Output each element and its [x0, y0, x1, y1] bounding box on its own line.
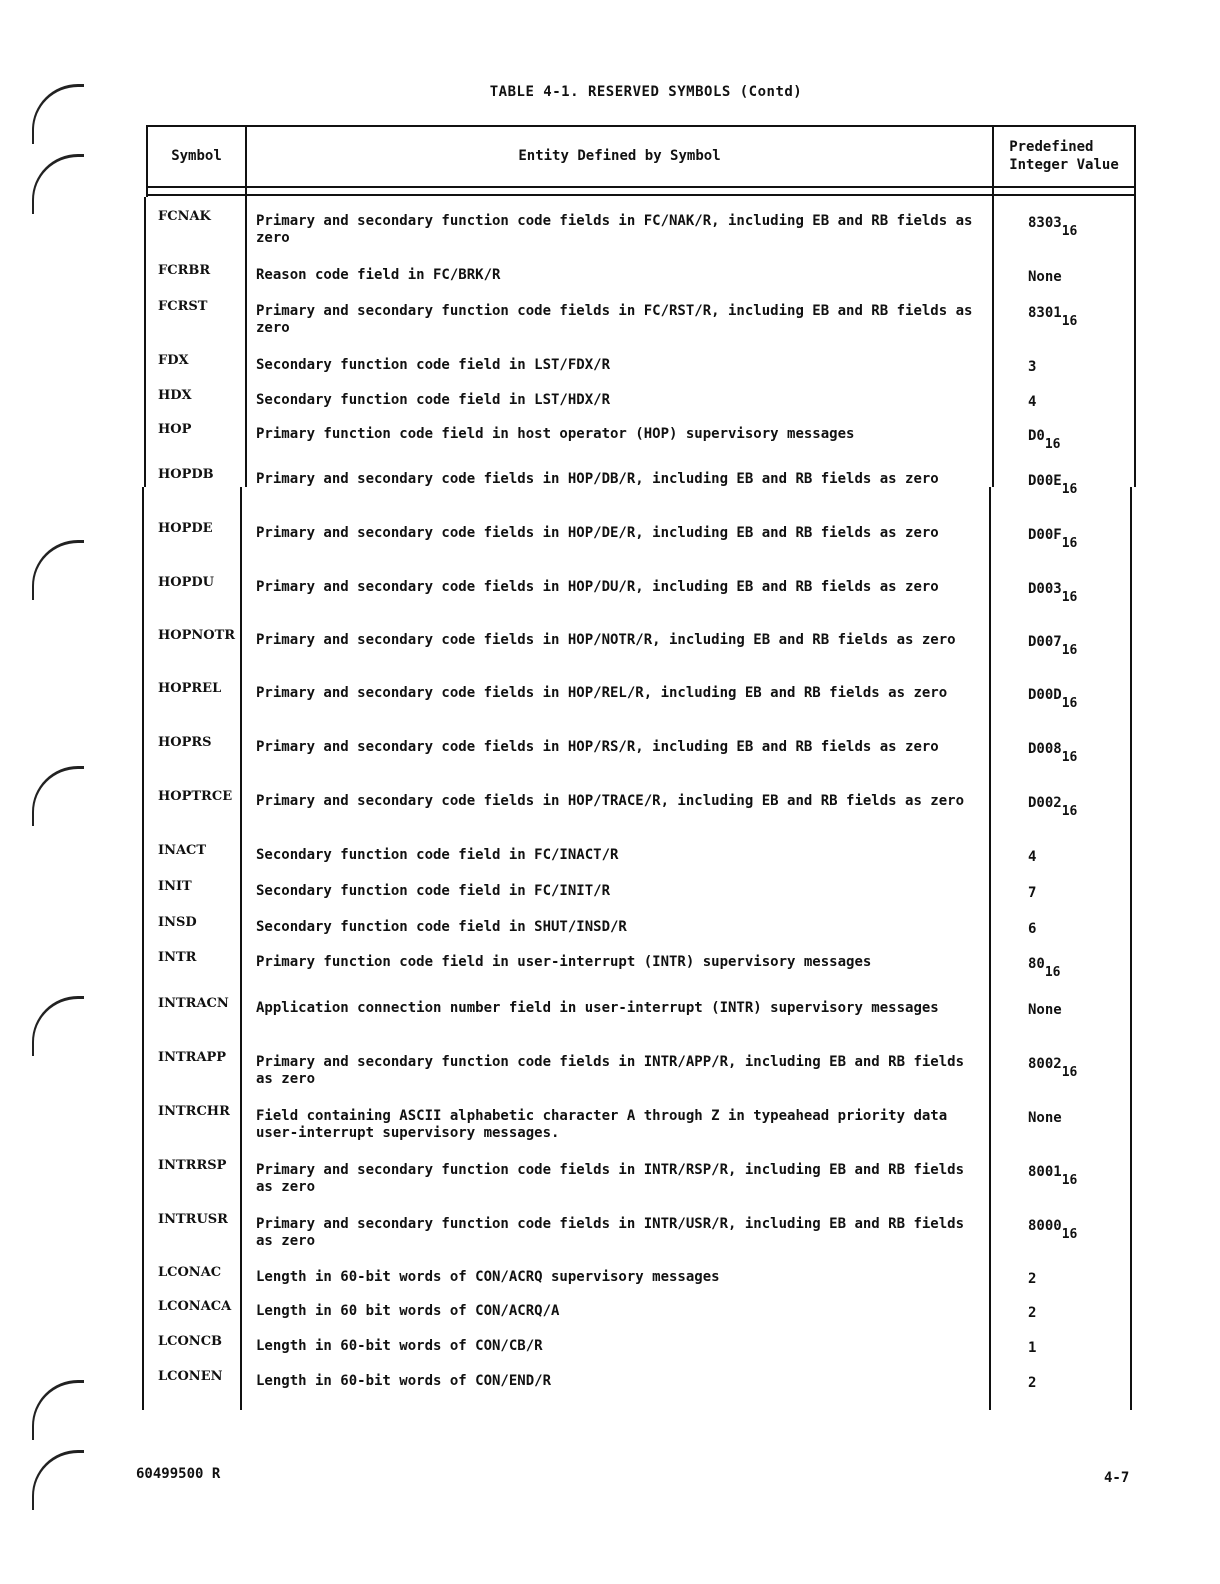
- row-symbol: LCONEN: [158, 1369, 223, 1384]
- row-symbol: INTRACN: [158, 996, 229, 1011]
- binder-hole-mark: [32, 540, 84, 600]
- row-description: Field containing ASCII alphabetic character A through Z in typeahead priority data user-interrupt supervisory messages.: [256, 1108, 948, 1141]
- document-number: 60499500 R: [136, 1466, 221, 1482]
- row-symbol: INTR: [158, 950, 197, 965]
- row-description: Secondary function code field in FC/INIT/R: [256, 883, 611, 899]
- header-predefined-value: Predefined Integer Value: [1009, 139, 1119, 173]
- row-symbol: FDX: [158, 353, 189, 368]
- row-description: Application connection number field in user-interrupt (INTR) supervisory messages: [256, 1000, 939, 1016]
- row-description: Length in 60-bit words of CON/ACRQ supervisory messages: [256, 1269, 720, 1285]
- row-symbol: INACT: [158, 843, 207, 858]
- header-symbol: Symbol: [171, 148, 222, 164]
- row-description: Primary and secondary code fields in HOP/TRACE/R, including EB and RB fields as zero: [256, 793, 965, 809]
- row-symbol: FCRBR: [158, 263, 211, 278]
- row-value: 2: [1028, 1375, 1037, 1391]
- row-description: Length in 60-bit words of CON/CB/R: [256, 1338, 543, 1354]
- row-symbol: HOPTRCE: [158, 789, 233, 804]
- row-symbol: INIT: [158, 879, 192, 894]
- row-value: 4: [1028, 394, 1037, 410]
- row-description: Secondary function code field in SHUT/INSD/R: [256, 919, 627, 935]
- page-number: 4-7: [1104, 1470, 1130, 1486]
- row-value: 8016: [1028, 956, 1061, 980]
- row-description: Primary and secondary function code fields in INTR/APP/R, including EB and RB fields as zero: [256, 1054, 965, 1087]
- row-symbol: HOPNOTR: [158, 628, 236, 643]
- row-symbol: INTRUSR: [158, 1212, 228, 1227]
- row-description: Reason code field in FC/BRK/R: [256, 267, 501, 283]
- row-description: Length in 60-bit words of CON/END/R: [256, 1373, 552, 1389]
- row-value: 6: [1028, 921, 1037, 937]
- reserved-symbols-table: [142, 125, 1136, 1410]
- row-value: D00D16: [1028, 687, 1078, 711]
- binder-hole-mark: [32, 766, 84, 826]
- row-description: Primary and secondary function code fields in INTR/RSP/R, including EB and RB fields as zero: [256, 1162, 965, 1195]
- row-description: Secondary function code field in FC/INACT/R: [256, 847, 619, 863]
- row-symbol: HOPDE: [158, 521, 213, 536]
- row-symbol: LCONACA: [158, 1299, 232, 1314]
- row-value: 3: [1028, 359, 1037, 375]
- row-description: Secondary function code field in LST/HDX/R: [256, 392, 611, 408]
- row-value: D00316: [1028, 581, 1078, 605]
- table-title: TABLE 4-1. RESERVED SYMBOLS (Contd): [489, 84, 803, 100]
- binder-hole-mark: [32, 996, 84, 1056]
- row-value: 2: [1028, 1271, 1037, 1287]
- row-value: None: [1028, 1002, 1062, 1018]
- binder-hole-mark: [32, 1380, 84, 1440]
- header-entity: Entity Defined by Symbol: [518, 148, 721, 164]
- row-value: D00716: [1028, 634, 1078, 658]
- row-description: Primary and secondary code fields in HOP/DB/R, including EB and RB fields as zero: [256, 471, 939, 487]
- row-symbol: HOPREL: [158, 681, 222, 696]
- row-symbol: HOP: [158, 422, 192, 437]
- row-value: 4: [1028, 849, 1037, 865]
- row-description: Primary and secondary code fields in HOP/DE/R, including EB and RB fields as zero: [256, 525, 939, 541]
- row-symbol: LCONAC: [158, 1265, 222, 1280]
- row-description: Secondary function code field in LST/FDX/R: [256, 357, 611, 373]
- row-description: Length in 60 bit words of CON/ACRQ/A: [256, 1303, 560, 1319]
- row-value: 830116: [1028, 305, 1078, 329]
- row-symbol: LCONCB: [158, 1334, 223, 1349]
- row-symbol: FCRST: [158, 299, 208, 314]
- row-value: D00816: [1028, 741, 1078, 765]
- row-description: Primary and secondary function code fields in INTR/USR/R, including EB and RB fields as zero: [256, 1216, 965, 1249]
- row-description: Primary and secondary function code fields in FC/NAK/R, including EB and RB fields as zero: [256, 213, 973, 246]
- table-left-border: [144, 197, 146, 487]
- row-value: 1: [1028, 1340, 1037, 1356]
- row-description: Primary and secondary code fields in HOP/DU/R, including EB and RB fields as zero: [256, 579, 939, 595]
- row-value: D00216: [1028, 795, 1078, 819]
- row-value: D00E16: [1028, 473, 1078, 497]
- row-symbol: HDX: [158, 388, 192, 403]
- row-description: Primary and secondary function code fields in FC/RST/R, including EB and RB fields as zero: [256, 303, 973, 336]
- row-symbol: FCNAK: [158, 209, 211, 224]
- row-symbol: HOPDB: [158, 467, 214, 482]
- row-description: Primary and secondary code fields in HOP/REL/R, including EB and RB fields as zero: [256, 685, 948, 701]
- table-left-border: [142, 487, 144, 1410]
- row-symbol: HOPDU: [158, 575, 214, 590]
- row-symbol: HOPRS: [158, 735, 212, 750]
- table-right-border: [1134, 125, 1136, 487]
- header-rule: [146, 194, 1136, 196]
- row-value: 2: [1028, 1305, 1037, 1321]
- header-rule: [146, 186, 1136, 188]
- row-value: None: [1028, 269, 1062, 285]
- row-description: Primary and secondary code fields in HOP/NOTR/R, including EB and RB fields as zero: [256, 632, 956, 648]
- column-divider: [240, 487, 242, 1410]
- row-description: Primary function code field in user-interrupt (INTR) supervisory messages: [256, 954, 872, 970]
- row-symbol: INTRRSP: [158, 1158, 227, 1173]
- row-description: Primary and secondary code fields in HOP/RS/R, including EB and RB fields as zero: [256, 739, 939, 755]
- row-value: D00F16: [1028, 527, 1078, 551]
- binder-hole-mark: [32, 154, 84, 214]
- column-divider: [989, 487, 991, 1410]
- row-symbol: INTRAPP: [158, 1050, 227, 1065]
- row-description: Primary function code field in host operator (HOP) supervisory messages: [256, 426, 855, 442]
- binder-hole-mark: [32, 1450, 84, 1510]
- row-value: 7: [1028, 885, 1037, 901]
- row-value: 800216: [1028, 1056, 1078, 1080]
- row-value: 830316: [1028, 215, 1078, 239]
- row-value: None: [1028, 1110, 1062, 1126]
- row-value: D016: [1028, 428, 1061, 452]
- row-symbol: INSD: [158, 915, 197, 930]
- row-symbol: INTRCHR: [158, 1104, 230, 1119]
- row-value: 800116: [1028, 1164, 1078, 1188]
- table-right-border: [1130, 487, 1132, 1410]
- row-value: 800016: [1028, 1218, 1078, 1242]
